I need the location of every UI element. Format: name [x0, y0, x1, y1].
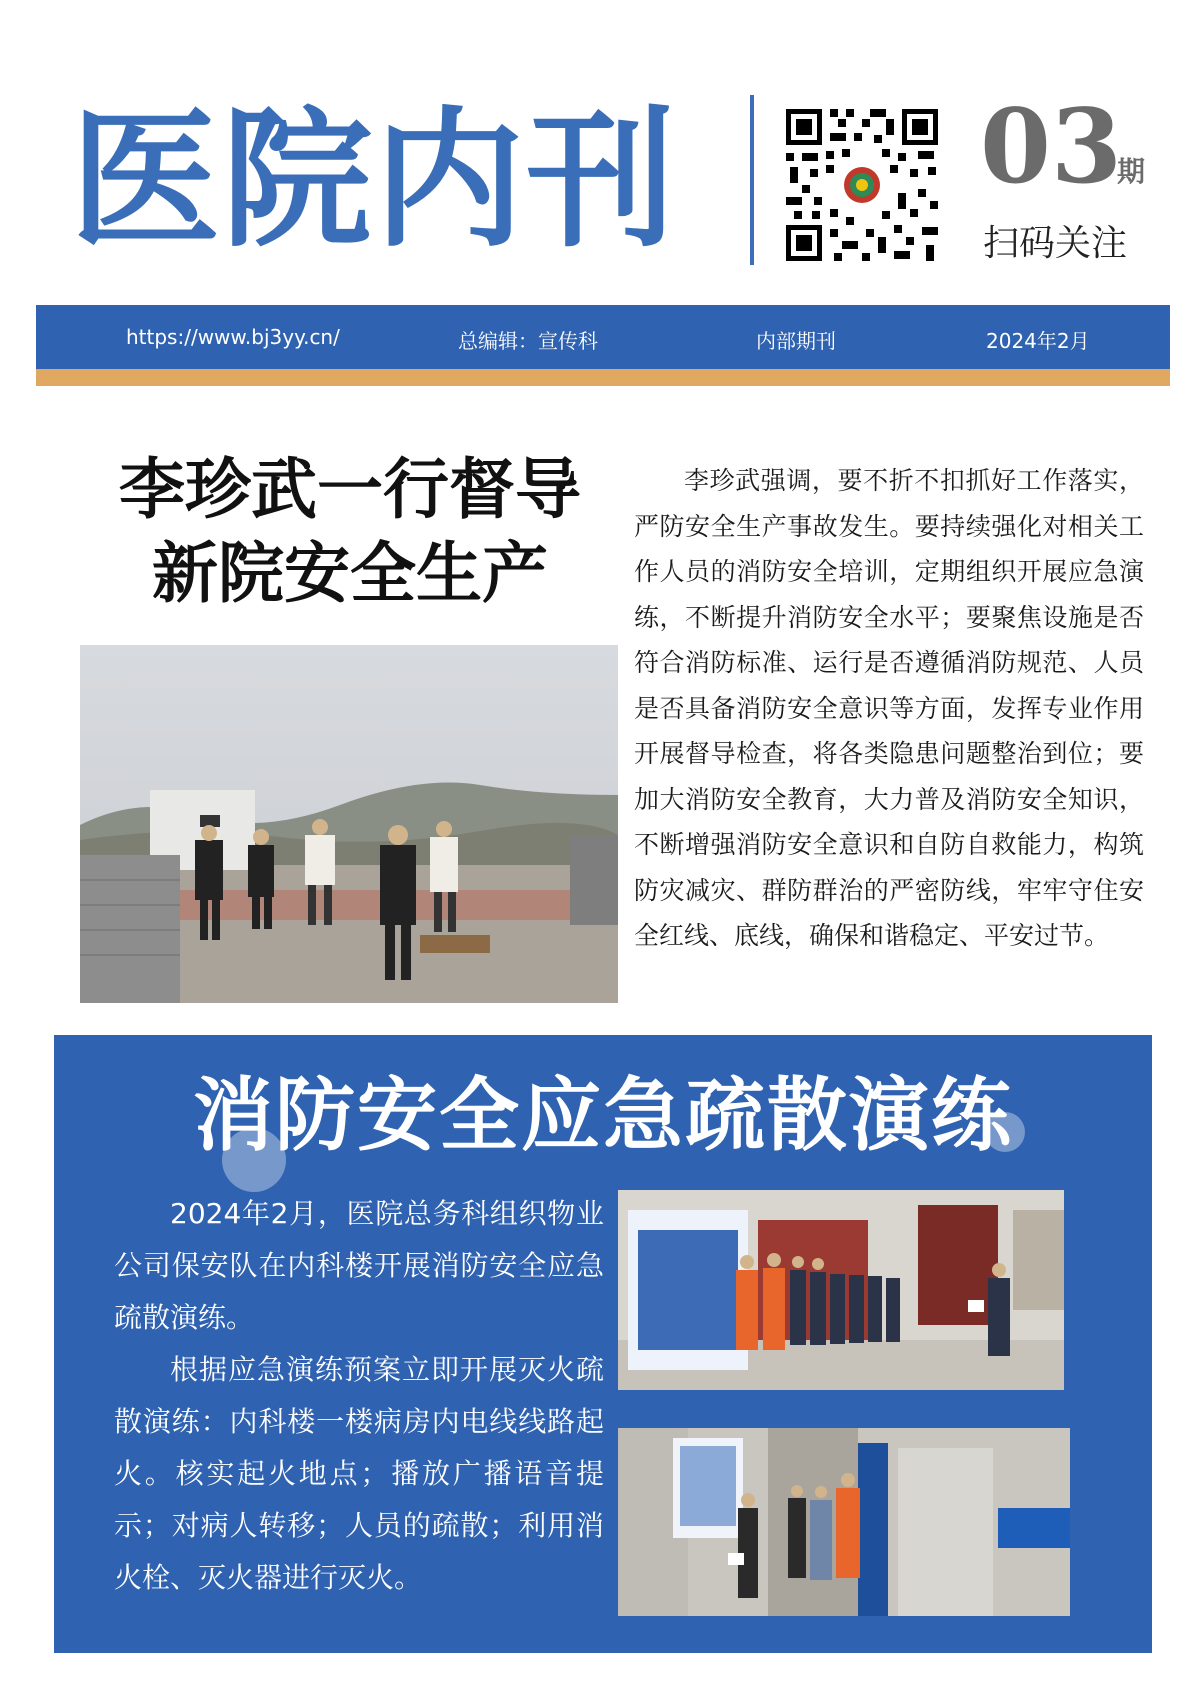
scan-label: 扫码关注 [983, 223, 1128, 264]
article-2-title: 消防安全应急疏散演练 [193, 1069, 1013, 1162]
info-bar-accent [36, 369, 1170, 386]
article-2-paragraph-1: 2024年2月，医院总务科组织物业公司保安队在内科楼开展消防安全应急疏散演练。 [114, 1197, 604, 1334]
inspection-photo [80, 645, 618, 1003]
article-1-title-line2: 新院安全生产 [152, 535, 548, 612]
article-2-body [114, 1188, 604, 1604]
publication-date: 2024年2月 [986, 329, 1090, 353]
article-1-title [80, 448, 620, 616]
drill-photo-lobby [618, 1190, 1064, 1390]
article-2-paragraph-2: 根据应急演练预案立即开展灭火疏散演练：内科楼一楼病房内电线线路起火。核实起火地点；播放广播语音提示；对病人转移；人员的疏散；利用消火栓、灭火器进行灭火。 [114, 1353, 604, 1594]
article-1-body: 李珍武强调，要不折不扣抓好工作落实，严防安全生产事故发生。要持续强化对相关工作人员的消防安全培训，定期组织开展应急演练，不断提升消防安全水平；要聚焦设施是否符合消防标准、运行是否遵循消防规范、人员是否具备消防安全意识等方面，发挥专业作用开展督导检查，将各类隐患问题整治到位；要加大消防安全教育，大力普及消防安全知识，不断增强消防安全意识和自防自救能力，构筑防灾减灾、群防群治的严密防线，牢牢守住安全红线、底线，确保和谐稳定、平安过节。 [634, 466, 1144, 950]
article-1-title-line1: 李珍武一行督导 [119, 451, 581, 528]
editor-label: 总编辑：宣传科 [458, 329, 598, 353]
masthead-title: 医院内刊 [70, 92, 679, 268]
qr-code-icon[interactable] [782, 105, 942, 265]
issue-number: 03 [980, 87, 1122, 207]
info-bar [36, 305, 1170, 369]
website-link[interactable]: https://www.bj3yy.cn/ [126, 325, 340, 349]
masthead-divider [750, 95, 754, 265]
publication-type: 内部期刊 [756, 329, 836, 353]
issue-unit: 期 [1117, 155, 1146, 188]
drill-photo-corridor [618, 1428, 1070, 1616]
